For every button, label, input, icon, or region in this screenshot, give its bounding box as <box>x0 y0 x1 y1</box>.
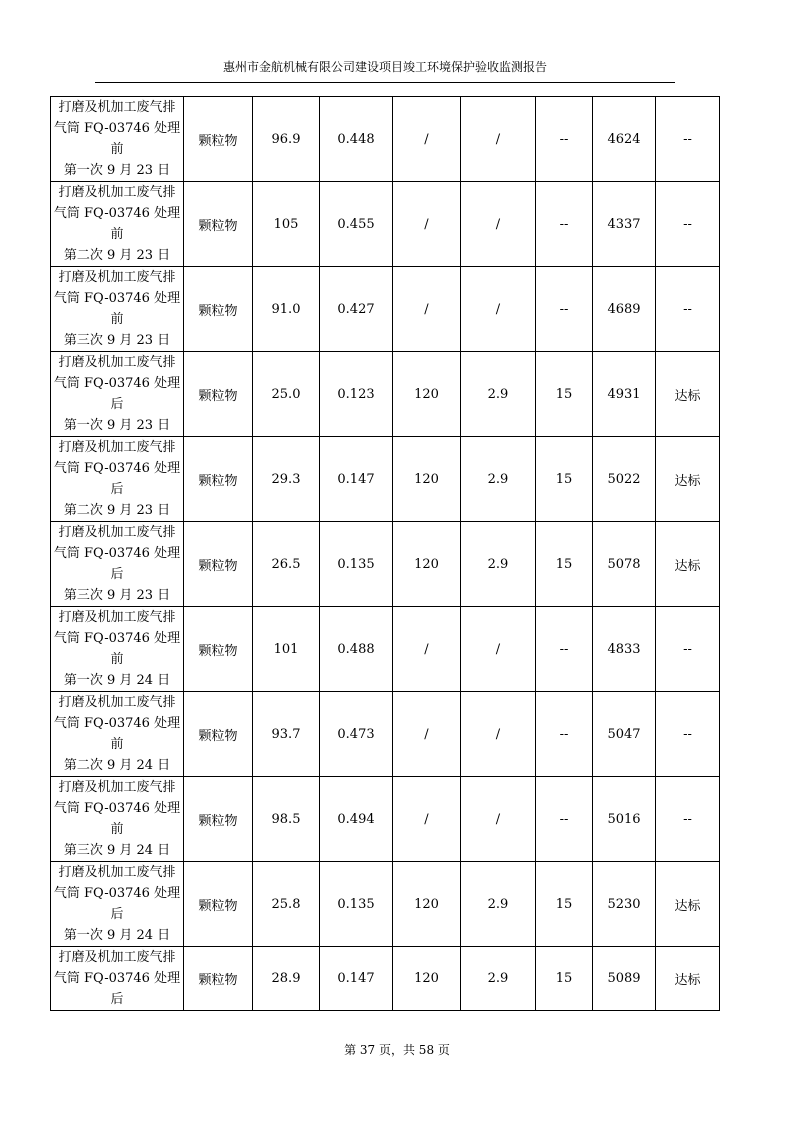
result-cell: 达标 <box>656 352 720 437</box>
stack-height-cell: -- <box>536 97 593 182</box>
concentration-limit-cell: / <box>393 182 461 267</box>
rate-limit-cell: 2.9 <box>461 522 536 607</box>
location-line: 后 <box>110 482 124 497</box>
location-line: 第三次 9 月 24 日 <box>63 843 171 858</box>
rate-limit-cell: / <box>461 267 536 352</box>
location-line: 打磨及机加工废气排 <box>58 610 176 625</box>
location-line: 第二次 9 月 23 日 <box>63 248 171 263</box>
sampling-location-cell <box>51 692 184 777</box>
table-row <box>51 947 720 1011</box>
location-line: 打磨及机加工废气排 <box>58 185 176 200</box>
result-cell: -- <box>656 607 720 692</box>
concentration-cell: 91.0 <box>253 267 320 352</box>
concentration-cell: 25.8 <box>253 862 320 947</box>
concentration-cell: 28.9 <box>253 947 320 1011</box>
emission-rate-cell: 0.427 <box>320 267 393 352</box>
location-line: 第一次 9 月 23 日 <box>63 163 171 178</box>
concentration-cell: 105 <box>253 182 320 267</box>
location-line: 前 <box>110 652 124 667</box>
stack-height-cell: 15 <box>536 522 593 607</box>
pollutant-cell: 颗粒物 <box>184 97 253 182</box>
concentration-cell: 98.5 <box>253 777 320 862</box>
flow-rate-cell: 5078 <box>593 522 656 607</box>
emission-rate-cell: 0.123 <box>320 352 393 437</box>
result-cell: 达标 <box>656 437 720 522</box>
concentration-cell: 29.3 <box>253 437 320 522</box>
rate-limit-cell: / <box>461 607 536 692</box>
sampling-location-cell <box>51 607 184 692</box>
pollutant-cell: 颗粒物 <box>184 692 253 777</box>
location-line: 第二次 9 月 23 日 <box>63 503 171 518</box>
pollutant-cell: 颗粒物 <box>184 947 253 1011</box>
location-line: 气筒 FQ-03746 处理 <box>53 121 181 136</box>
sampling-location-cell <box>51 522 184 607</box>
table-row <box>51 437 720 522</box>
stack-height-cell: 15 <box>536 437 593 522</box>
rate-limit-cell: / <box>461 692 536 777</box>
rate-limit-cell: / <box>461 97 536 182</box>
location-line: 第三次 9 月 23 日 <box>63 588 171 603</box>
flow-rate-cell: 5016 <box>593 777 656 862</box>
pollutant-cell: 颗粒物 <box>184 182 253 267</box>
location-line: 后 <box>110 567 124 582</box>
location-line: 气筒 FQ-03746 处理 <box>53 206 181 221</box>
location-line: 打磨及机加工废气排 <box>58 440 176 455</box>
pollutant-cell: 颗粒物 <box>184 607 253 692</box>
pollutant-cell: 颗粒物 <box>184 437 253 522</box>
flow-rate-cell: 5047 <box>593 692 656 777</box>
concentration-limit-cell: / <box>393 607 461 692</box>
location-line: 前 <box>110 737 124 752</box>
report-header-title: 惠州市金航机械有限公司建设项目竣工环境保护验收监测报告 <box>222 60 547 74</box>
sampling-location-cell <box>51 437 184 522</box>
emission-rate-cell: 0.473 <box>320 692 393 777</box>
emission-rate-cell: 0.147 <box>320 947 393 1011</box>
flow-rate-cell: 5089 <box>593 947 656 1011</box>
location-line: 气筒 FQ-03746 处理 <box>53 631 181 646</box>
concentration-cell: 93.7 <box>253 692 320 777</box>
location-line: 气筒 FQ-03746 处理 <box>53 971 181 986</box>
emission-rate-cell: 0.135 <box>320 862 393 947</box>
page-number: 第 37 页，共 58 页 <box>344 1043 450 1057</box>
flow-rate-cell: 4833 <box>593 607 656 692</box>
pollutant-cell: 颗粒物 <box>184 267 253 352</box>
emission-rate-cell: 0.455 <box>320 182 393 267</box>
flow-rate-cell: 4624 <box>593 97 656 182</box>
pollutant-cell: 颗粒物 <box>184 777 253 862</box>
sampling-location-cell <box>51 947 184 1011</box>
flow-rate-cell: 4931 <box>593 352 656 437</box>
location-line: 打磨及机加工废气排 <box>58 950 176 965</box>
location-line: 打磨及机加工废气排 <box>58 865 176 880</box>
emission-rate-cell: 0.448 <box>320 97 393 182</box>
flow-rate-cell: 4337 <box>593 182 656 267</box>
rate-limit-cell: / <box>461 182 536 267</box>
header-divider <box>95 82 675 83</box>
result-cell: 达标 <box>656 947 720 1011</box>
location-line: 气筒 FQ-03746 处理 <box>53 461 181 476</box>
location-line: 气筒 FQ-03746 处理 <box>53 546 181 561</box>
location-line: 第三次 9 月 23 日 <box>63 333 171 348</box>
location-line: 后 <box>110 397 124 412</box>
emission-rate-cell: 0.494 <box>320 777 393 862</box>
rate-limit-cell: 2.9 <box>461 352 536 437</box>
concentration-limit-cell: 120 <box>393 437 461 522</box>
stack-height-cell: 15 <box>536 862 593 947</box>
stack-height-cell: 15 <box>536 947 593 1011</box>
location-line: 气筒 FQ-03746 处理 <box>53 716 181 731</box>
concentration-cell: 96.9 <box>253 97 320 182</box>
concentration-cell: 26.5 <box>253 522 320 607</box>
location-line: 气筒 FQ-03746 处理 <box>53 886 181 901</box>
table-body <box>51 97 720 1011</box>
location-line: 第一次 9 月 24 日 <box>63 673 171 688</box>
location-line: 前 <box>110 227 124 242</box>
location-line: 气筒 FQ-03746 处理 <box>53 376 181 391</box>
sampling-location-cell <box>51 267 184 352</box>
stack-height-cell: 15 <box>536 352 593 437</box>
location-line: 打磨及机加工废气排 <box>58 525 176 540</box>
result-cell: 达标 <box>656 522 720 607</box>
location-line: 第二次 9 月 24 日 <box>63 758 171 773</box>
table-row <box>51 522 720 607</box>
location-line: 打磨及机加工废气排 <box>58 100 176 115</box>
location-line: 第一次 9 月 23 日 <box>63 418 171 433</box>
stack-height-cell: -- <box>536 777 593 862</box>
monitoring-results-table <box>50 96 720 1011</box>
flow-rate-cell: 4689 <box>593 267 656 352</box>
concentration-limit-cell: 120 <box>393 947 461 1011</box>
stack-height-cell: -- <box>536 607 593 692</box>
stack-height-cell: -- <box>536 182 593 267</box>
concentration-limit-cell: / <box>393 692 461 777</box>
concentration-limit-cell: 120 <box>393 352 461 437</box>
sampling-location-cell <box>51 862 184 947</box>
table-row <box>51 862 720 947</box>
sampling-location-cell <box>51 97 184 182</box>
table-row <box>51 182 720 267</box>
result-cell: -- <box>656 267 720 352</box>
emission-rate-cell: 0.147 <box>320 437 393 522</box>
pollutant-cell: 颗粒物 <box>184 862 253 947</box>
rate-limit-cell: 2.9 <box>461 947 536 1011</box>
sampling-location-cell <box>51 182 184 267</box>
emission-rate-cell: 0.488 <box>320 607 393 692</box>
location-line: 打磨及机加工废气排 <box>58 780 176 795</box>
location-line: 气筒 FQ-03746 处理 <box>53 801 181 816</box>
concentration-limit-cell: 120 <box>393 522 461 607</box>
location-line: 打磨及机加工废气排 <box>58 695 176 710</box>
location-line: 前 <box>110 142 124 157</box>
concentration-limit-cell: 120 <box>393 862 461 947</box>
table-row <box>51 692 720 777</box>
location-line: 打磨及机加工废气排 <box>58 270 176 285</box>
result-cell: -- <box>656 97 720 182</box>
sampling-location-cell <box>51 352 184 437</box>
location-line: 第一次 9 月 24 日 <box>63 928 171 943</box>
table-row <box>51 352 720 437</box>
flow-rate-cell: 5022 <box>593 437 656 522</box>
result-cell: -- <box>656 692 720 777</box>
location-line: 后 <box>110 992 124 1007</box>
table-row <box>51 777 720 862</box>
pollutant-cell: 颗粒物 <box>184 352 253 437</box>
stack-height-cell: -- <box>536 267 593 352</box>
stack-height-cell: -- <box>536 692 593 777</box>
location-line: 前 <box>110 312 124 327</box>
emission-rate-cell: 0.135 <box>320 522 393 607</box>
rate-limit-cell: 2.9 <box>461 437 536 522</box>
result-cell: -- <box>656 777 720 862</box>
flow-rate-cell: 5230 <box>593 862 656 947</box>
sampling-location-cell <box>51 777 184 862</box>
location-line: 打磨及机加工废气排 <box>58 355 176 370</box>
table-row <box>51 267 720 352</box>
location-line: 前 <box>110 822 124 837</box>
concentration-limit-cell: / <box>393 97 461 182</box>
concentration-limit-cell: / <box>393 777 461 862</box>
rate-limit-cell: 2.9 <box>461 862 536 947</box>
rate-limit-cell: / <box>461 777 536 862</box>
concentration-limit-cell: / <box>393 267 461 352</box>
result-cell: -- <box>656 182 720 267</box>
table-row <box>51 97 720 182</box>
result-cell: 达标 <box>656 862 720 947</box>
table-row <box>51 607 720 692</box>
concentration-cell: 25.0 <box>253 352 320 437</box>
location-line: 后 <box>110 907 124 922</box>
location-line: 气筒 FQ-03746 处理 <box>53 291 181 306</box>
concentration-cell: 101 <box>253 607 320 692</box>
pollutant-cell: 颗粒物 <box>184 522 253 607</box>
